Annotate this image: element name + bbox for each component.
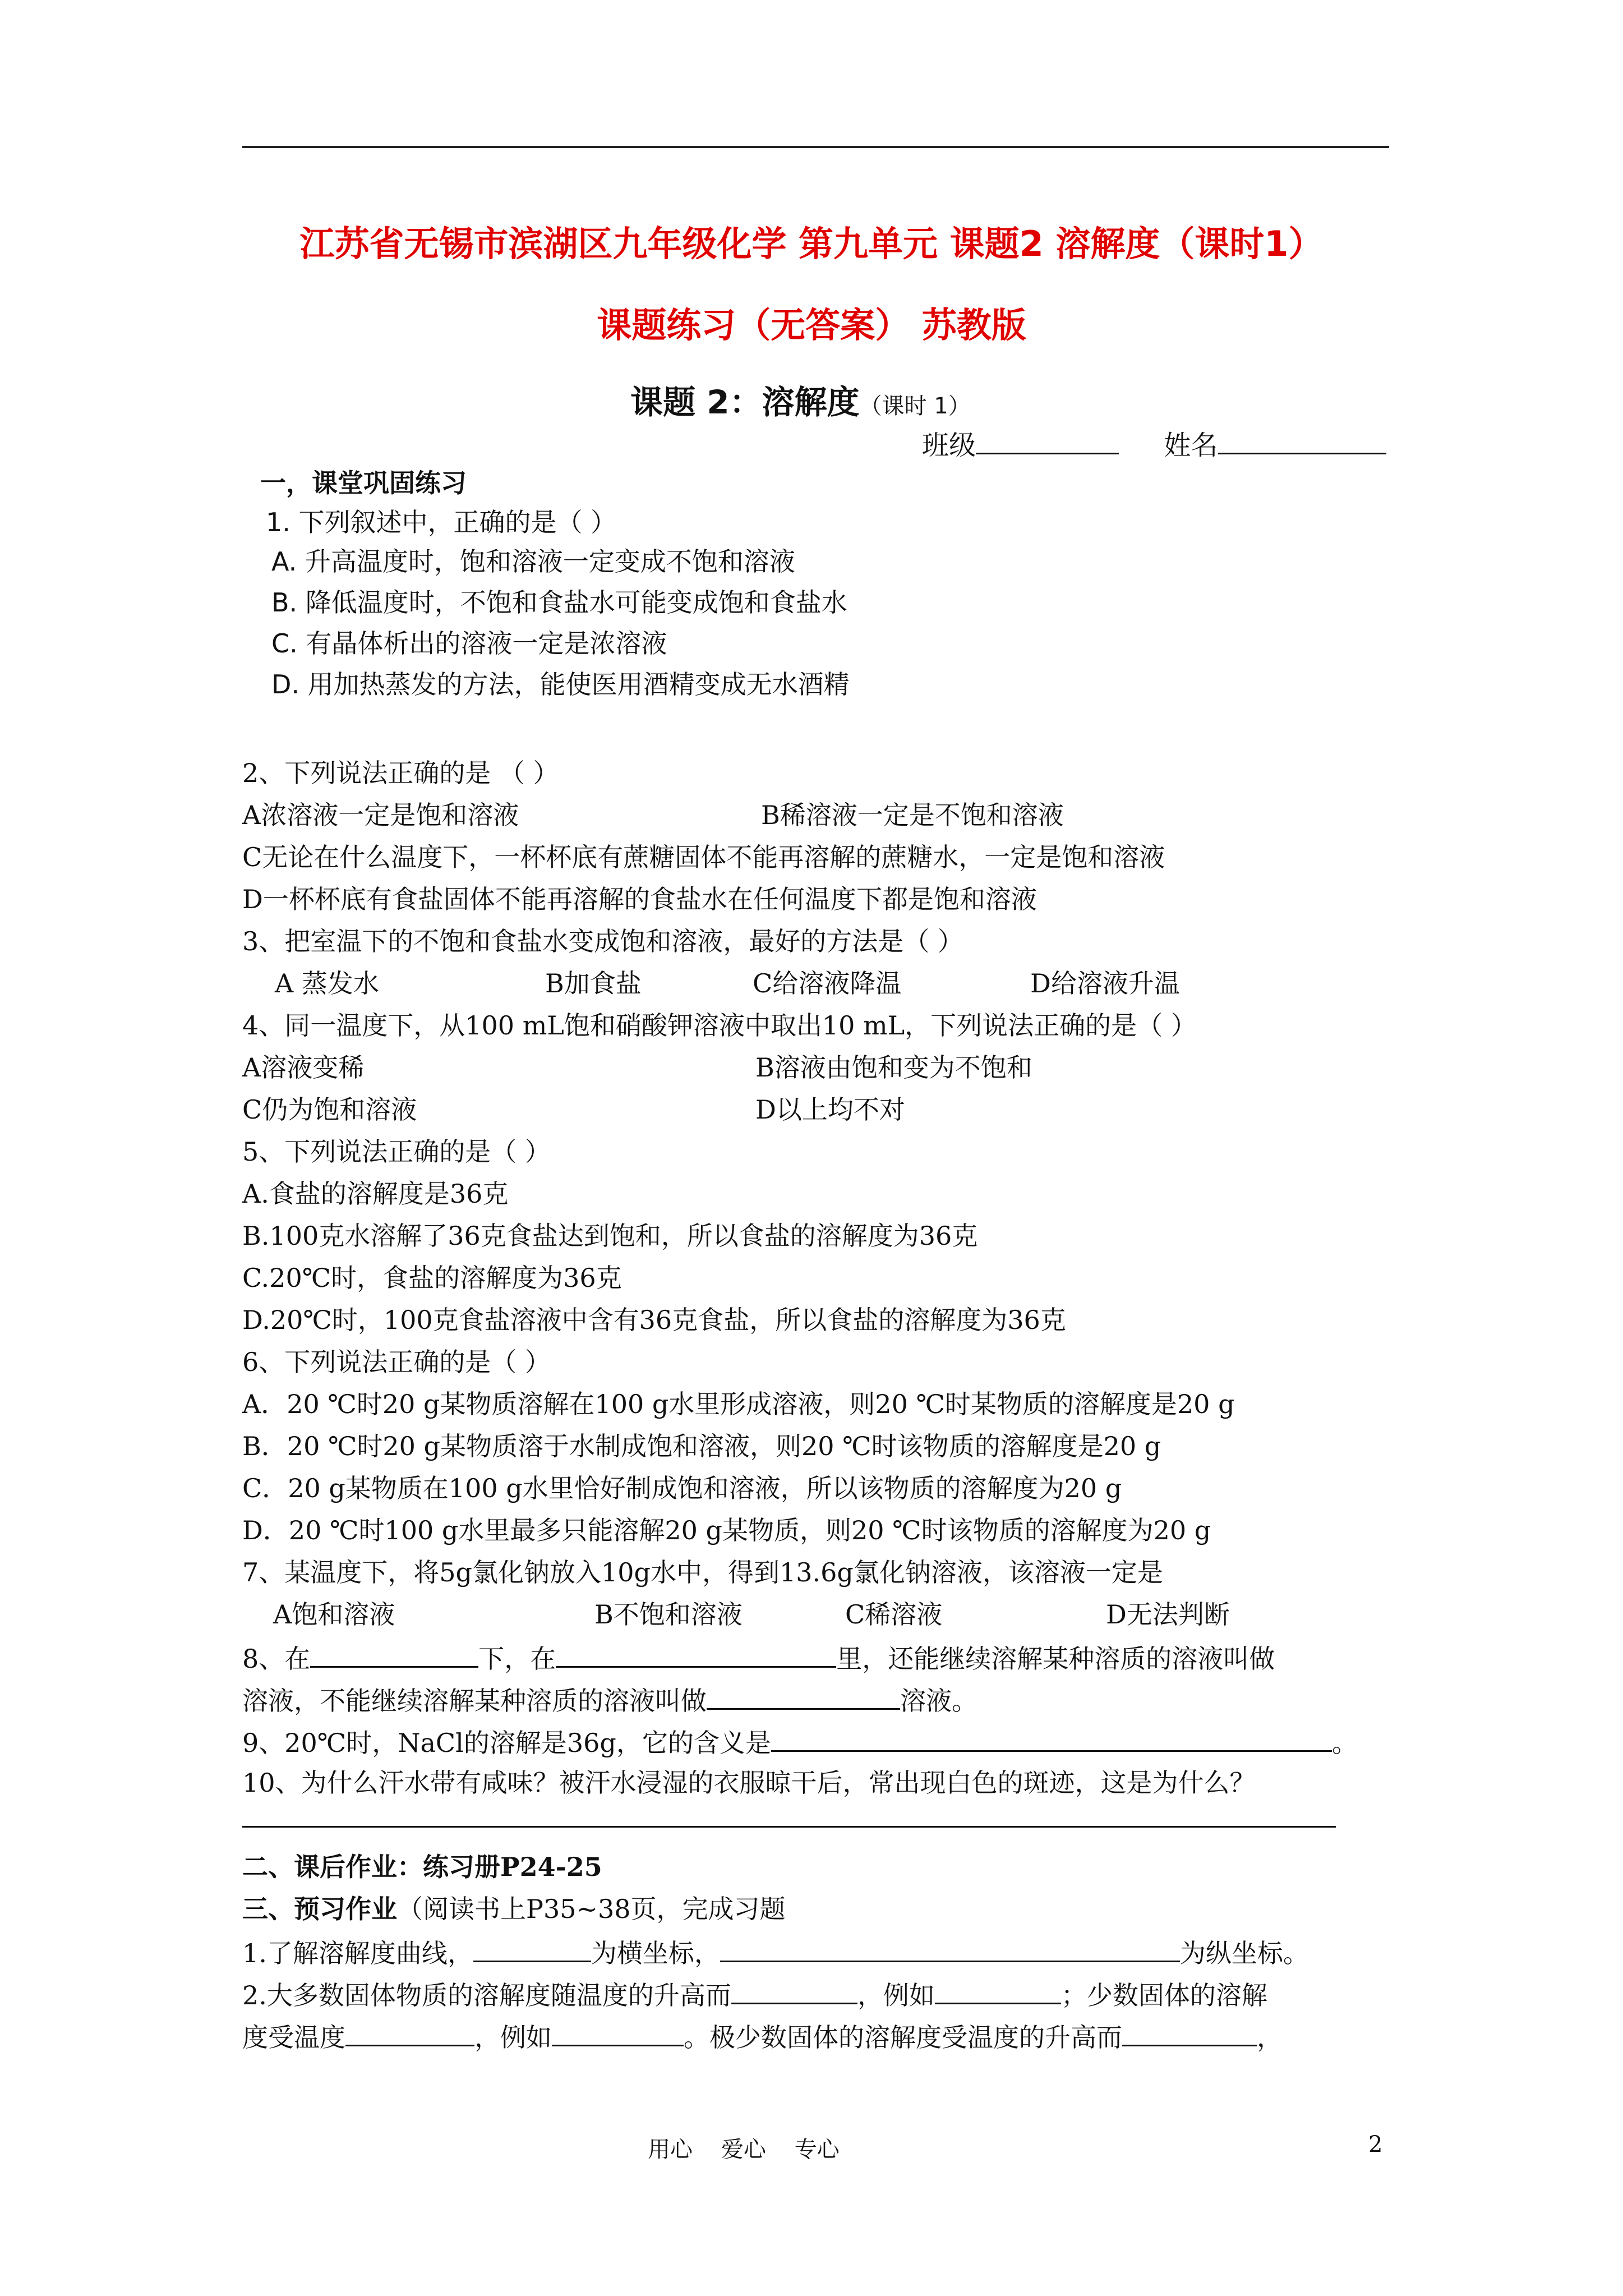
name-label: 姓名 [1164,430,1218,461]
footer-center: 用心 爱心 专心 [648,2137,840,2162]
q6-option-a: A．20 ℃时20 g某物质溶解在100 g水里形成溶液，则20 ℃时某物质的溶解度是20 g [242,1389,1235,1419]
q9-line [242,1728,1358,1756]
q7-option-d: D无法判断 [1106,1599,1230,1630]
p3-part1: 度受温度 [242,2022,345,2053]
p3-blank2 [552,2022,684,2046]
q8-blank1 [310,1644,478,1668]
q7-text: 7、某温度下，将5g氯化钠放入10g水中，得到13.6g氯化钠溶液，该溶液一定是 [242,1557,1163,1588]
header-rule [242,146,1389,148]
document-title-line1: 江苏省无锡市滨湖区九年级化学 第九单元 课题2 溶解度（课时1） [299,223,1324,264]
q1-option-a: A. 升高温度时，饱和溶液一定变成不饱和溶液 [271,546,795,577]
q8-part3: 里，还能继续溶解某种溶质的溶液叫做 [836,1644,1275,1674]
p3-part4: ， [1257,2022,1283,2053]
p1-blank2 [720,1938,1180,1962]
name-blank [1218,430,1386,454]
homework-section-3 [242,1896,786,1922]
q1-option-c: C. 有晶体析出的溶液一定是浓溶液 [271,628,667,659]
class-label: 班级 [922,430,976,461]
q3-option-a: A 蒸发水 [275,968,379,999]
p2-blank2 [935,1980,1061,2004]
q5-option-c: C.20℃时，食盐的溶解度为36克 [242,1263,622,1293]
q4-text: 4、同一温度下，从100 mL饱和硝酸钾溶液中取出10 mL，下列说法正确的是（ ） [242,1010,1197,1041]
q6-option-b: B．20 ℃时20 g某物质溶于水制成饱和溶液，则20 ℃时该物质的溶解度是20 g [242,1431,1161,1461]
homework-section-2: 二、课后作业：练习册P24-25 [242,1852,602,1882]
q4-option-d: D以上均不对 [755,1094,905,1125]
preview-item-2 [242,1980,1267,2008]
q9-blank [771,1728,1332,1752]
q5-option-a: A.食盐的溶解度是36克 [242,1179,509,1209]
q5-option-d: D.20℃时，100克食盐溶液中含有36克食盐，所以食盐的溶解度为36克 [242,1305,1066,1335]
q7-option-c: C稀溶液 [845,1599,943,1630]
q3-option-b: B加食盐 [545,968,642,999]
section-3-title: 三、预习作业 [242,1894,397,1924]
q3-text: 3、把室温下的不饱和食盐水变成饱和溶液，最好的方法是（ ） [242,926,963,956]
p2-blank1 [731,1980,857,2004]
q2-option-b: B稀溶液一定是不饱和溶液 [761,800,1064,830]
q1-option-b: B. 降低温度时，不饱和食盐水可能变成饱和食盐水 [271,587,847,618]
q8-part2: 下，在 [478,1644,556,1674]
preview-item-1 [242,1938,1309,1966]
p3-blank1 [345,2022,474,2046]
q6-option-c: C．20 g某物质在100 g水里恰好制成饱和溶液，所以该物质的溶解度为20 g [242,1473,1122,1503]
q8-part5: 溶液。 [900,1686,978,1716]
p2-part3: ；少数固体的溶解 [1061,1980,1267,2010]
q5-option-b: B.100克水溶解了36克食盐达到饱和，所以食盐的溶解度为36克 [242,1221,978,1251]
q8-line2 [242,1686,978,1714]
class-blank [976,430,1119,454]
section-3-note: （阅读书上P35~38页，完成习题 [397,1894,786,1924]
p2-part1: 2.大多数固体物质的溶解度随温度的升高而 [242,1980,731,2010]
p1-part3: 为纵坐标。 [1179,1938,1309,1968]
q4-option-c: C仍为饱和溶液 [242,1094,417,1125]
p1-part2: 为横坐标， [591,1938,720,1968]
p3-part2: ，例如 [474,2022,552,2053]
q3-option-d: D给溶液升温 [1030,968,1180,999]
q2-text: 2、下列说法正确的是 （ ） [242,758,559,788]
q4-option-a: A溶液变稀 [242,1052,365,1083]
q7-option-a: A饱和溶液 [273,1599,395,1630]
q7-option-b: B不饱和溶液 [594,1599,743,1630]
embedded-exercise-image [249,370,1411,701]
q3-option-c: C给溶液降温 [753,968,902,999]
preview-item-2-cont [242,2022,1283,2053]
q10-answer-line [242,1826,1336,1828]
q1-text: 1. 下列叙述中，正确的是（ ） [266,507,617,537]
q6-option-d: D．20 ℃时100 g水里最多只能溶解20 g某物质，则20 ℃时该物质的溶解度为20 g [242,1515,1211,1545]
q1-option-d: D. 用加热蒸发的方法，能使医用酒精变成无水酒精 [271,669,850,700]
q8-blank2 [556,1644,836,1668]
q4-option-b: B溶液由饱和变为不饱和 [755,1052,1032,1083]
document-title-line2: 课题练习（无答案） 苏教版 [597,305,1026,346]
exercise-heading: 课题 2：溶解度 [630,383,860,421]
q10-text: 10、为什么汗水带有咸味？被汗水浸湿的衣服晾干后，常出现白色的斑迹，这是为什么？ [242,1768,1256,1798]
p3-blank3 [1122,2022,1257,2046]
section-title: 一，课堂巩固练习 [260,468,467,498]
q8-blank3 [707,1686,900,1710]
q9-part1: 9、20℃时，NaCl的溶解是36g，它的含义是 [242,1728,771,1758]
page-number: 2 [1368,2132,1383,2157]
q6-text: 6、下列说法正确的是（ ） [242,1347,551,1377]
q8-part4: 溶液，不能继续溶解某种溶质的溶液叫做 [242,1686,707,1716]
q2-option-a: A浓溶液一定是饱和溶液 [242,800,519,830]
q9-part2: 。 [1331,1728,1358,1758]
q5-text: 5、下列说法正确的是（ ） [242,1137,551,1167]
p1-part1: 1.了解溶解度曲线， [242,1938,473,1968]
p1-blank1 [473,1938,591,1962]
p3-part3: 。极少数固体的溶解度受温度的升高而 [684,2022,1122,2053]
q2-option-d: D一杯杯底有食盐固体不能再溶解的食盐水在任何温度下都是饱和溶液 [242,884,1037,914]
exercise-heading-small: （课时 1） [859,393,971,419]
q2-option-c: C无论在什么温度下，一杯杯底有蔗糖固体不能再溶解的蔗糖水，一定是饱和溶液 [242,842,1165,872]
q8-line1 [242,1644,1275,1672]
p2-part2: ，例如 [857,1980,935,2010]
q8-part1: 8、在 [242,1644,311,1674]
